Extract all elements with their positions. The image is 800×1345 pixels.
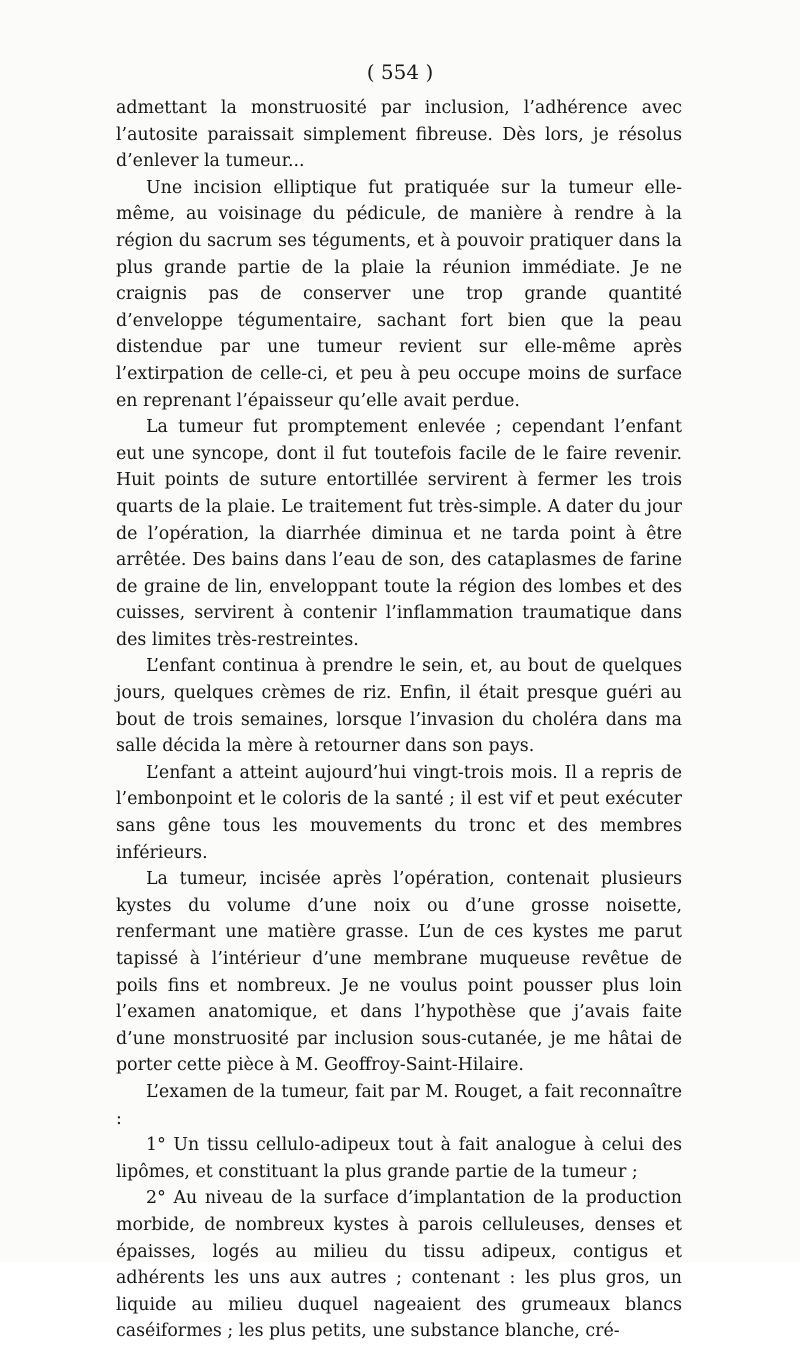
- list-item-1: 1° Un tissu cellulo-adipeux tout à fait analogue à celui des lipômes, et constituant la plus grande partie de la tumeur ;: [116, 1135, 682, 1182]
- list-item-2: 2° Au niveau de la surface d’implantation de la production morbide, de nombreux kystes à parois celluleuses, denses et épaisses, logés au milieu du tissu adipeux, contigus et adhérents les uns aux autres ; contenant : les plus gros, un liquide au milieu duquel nageaient des grumeaux blancs caséiformes ; les plus petits, une substance blanche, cré-: [116, 1188, 682, 1342]
- page-number: ( 554 ): [366, 60, 434, 84]
- paragraph: Une incision elliptique fut pratiquée sur la tumeur elle-même, au voisinage du pédicule, de manière à rendre à la région du sacrum ses téguments, et à pouvoir pratiquer dans la plus grande partie de la plaie la réunion immédiate. Je ne craignis pas de conserver une trop grande quantité d’enveloppe tégumentaire, sachant fort bien que la peau distendue par une tumeur revient sur elle-même après l’extirpation de celle-ci, et peu à peu occupe moins de surface en reprenant l’épaisseur qu’elle avait perdue.: [116, 177, 682, 411]
- paragraph: L’enfant continua à prendre le sein, et, au bout de quelques jours, quelques crèmes de riz. Enfin, il était presque guéri au bout de trois semaines, lorsque l’invasion du choléra dans ma salle décida la mère à retourner dans son pays.: [116, 656, 682, 757]
- paragraph: La tumeur fut promptement enlevée ; cependant l’enfant eut une syncope, dont il fut toutefois facile de le faire revenir. Huit points de suture entortillée servirent à fermer les trois quarts de la plaie. Le traitement fut très-simple. A dater du jour de l’opération, la diarrhée diminua et ne tarda point à être arrêtée. Des bains dans l’eau de son, des cataplasmes de farine de graine de lin, enveloppant toute la région des lombes et des cuisses, servirent à contenir l’inflammation traumatique dans des limites très-restreintes.: [116, 417, 682, 650]
- paragraph: L’examen de la tumeur, fait par M. Rouget, a fait reconnaître :: [116, 1081, 682, 1129]
- paragraph-continued: admettant la monstruosité par inclusion, l’adhérence avec l’autosite paraissait simplement fibreuse. Dès lors, je résolus d’enlever la tumeur...: [116, 98, 682, 172]
- body-text: [116, 95, 682, 1345]
- paragraph: L’enfant a atteint aujourd’hui vingt-trois mois. Il a repris de l’embonpoint et le coloris de la santé ; il est vif et peut exécuter sans gêne tous les mouvements du tronc et des membres inférieurs.: [116, 762, 682, 863]
- paragraph: La tumeur, incisée après l’opération, contenait plusieurs kystes du volume d’une noix ou d’une grosse noisette, renfermant une matière grasse. L’un de ces kystes me parut tapissé à l’intérieur d’une membrane muqueuse revêtue de poils fins et nombreux. Je ne voulus point pousser plus loin l’examen anatomique, et dans l’hypothèse que j’avais faite d’une monstruosité par inclusion sous-cutanée, je me hâtai de porter cette pièce à M. Geoffroy-Saint-Hilaire.: [116, 869, 682, 1076]
